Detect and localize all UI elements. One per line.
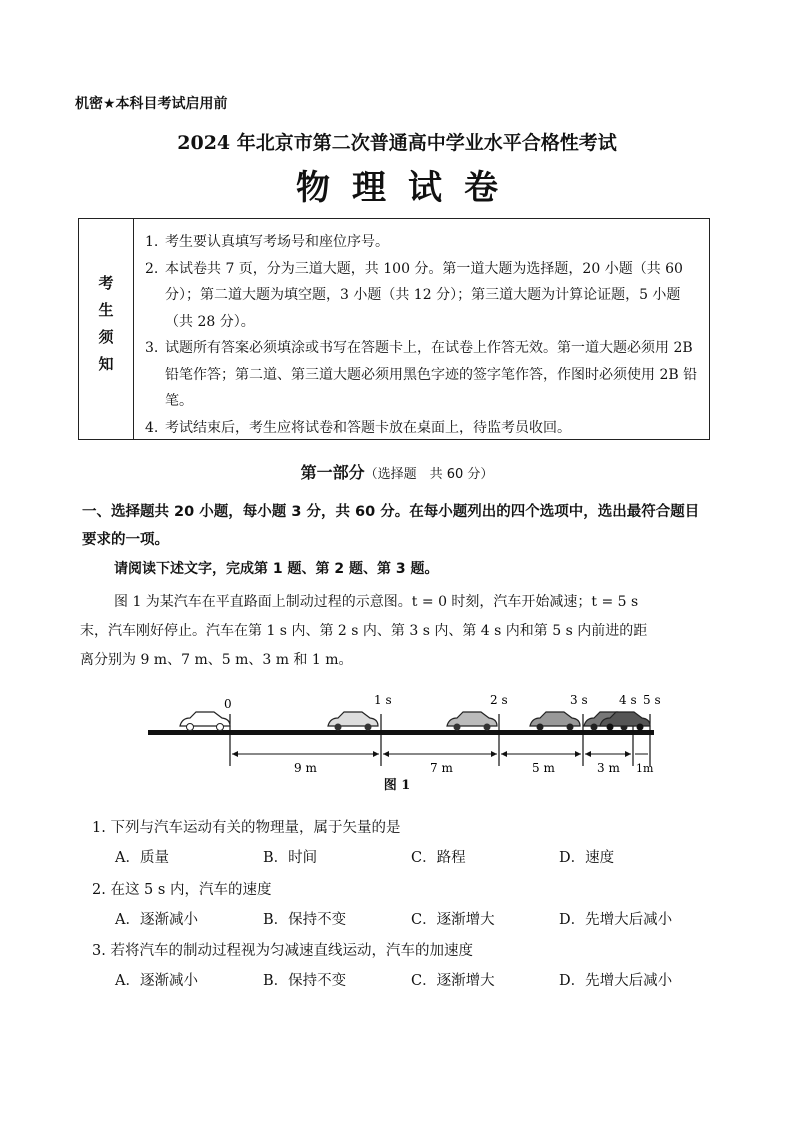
option-d[interactable]: D．先增大后减小 xyxy=(559,912,673,928)
distance-label: 7 m xyxy=(430,761,453,775)
passage-line: 末，汽车刚好停止。汽车在第 1 s 内、第 2 s 内、第 3 s 内、第 4 s 内和第 5 s 内前进的距 xyxy=(80,623,648,639)
section-number: 一、 xyxy=(82,504,111,520)
time-label: 5 s xyxy=(643,693,661,707)
distance-label: 9 m xyxy=(294,761,317,775)
notice-item: 4. 考试结束后，考生应将试卷和答题卡放在桌面上，待监考员收回。 xyxy=(145,419,571,436)
question-2-options xyxy=(115,908,715,929)
passage-line: 图 1 为某汽车在平直路面上制动过程的示意图。t = 0 时刻，汽车开始减速；t = 5 s xyxy=(114,594,639,610)
exam-title: 2024 年北京市第二次普通高中学业水平合格性考试 xyxy=(177,132,617,154)
car-icon xyxy=(328,712,378,731)
car-icon xyxy=(447,712,497,731)
time-label: 3 s xyxy=(570,693,588,707)
reading-instruction: 请阅读下述文字，完成第 1 题、第 2 题、第 3 题。 xyxy=(114,561,439,577)
time-label: 4 s xyxy=(619,693,637,707)
braking-diagram xyxy=(0,680,794,775)
road xyxy=(148,730,654,735)
time-label: 2 s xyxy=(490,693,508,707)
part-one-subtitle: （选择题 共 60 分） xyxy=(364,467,494,482)
option-d[interactable]: D．先增大后减小 xyxy=(559,973,673,989)
notice-heading-cell xyxy=(79,219,134,439)
car-icon xyxy=(180,712,230,731)
passage-line: 离分别为 9 m、7 m、5 m、3 m 和 1 m。 xyxy=(80,652,353,668)
distance-label: 3 m xyxy=(597,761,620,775)
section-instructions: 选择题共 20 小题，每小题 3 分，共 60 分。在每小题列出的四个选项中，选出最符合题目要求的一项。 xyxy=(82,504,700,548)
notice-item: 1. 考生要认真填写考场号和座位序号。 xyxy=(145,234,389,250)
question-1-stem: 1. 下列与汽车运动有关的物理量，属于矢量的是 xyxy=(92,820,401,836)
option-b[interactable]: B．时间 xyxy=(263,850,318,866)
option-d[interactable]: D．速度 xyxy=(559,850,615,866)
option-a[interactable]: A．逐渐减小 xyxy=(115,973,198,989)
section-intro xyxy=(82,498,712,554)
time-label: 0 xyxy=(224,697,232,711)
option-c[interactable]: C．逐渐增大 xyxy=(411,912,495,928)
question-3-stem: 3. 若将汽车的制动过程视为匀减速直线运动，汽车的加速度 xyxy=(92,943,473,959)
option-a[interactable]: A．质量 xyxy=(115,850,169,866)
notice-item: 2. 本试卷共 7 页，分为三道大题，共 100 分。第一道大题为选择题，20 小题（共 60 分）；第二道大题为填空题，3 小题（共 12 分）；第三道大题为计算论证题，5 小题（共 28 分）。 xyxy=(145,260,683,330)
question-3-options xyxy=(115,969,715,990)
notice-heading: 考生须知 xyxy=(96,275,115,383)
option-c[interactable]: C．路程 xyxy=(411,850,466,866)
option-b[interactable]: B．保持不变 xyxy=(263,973,347,989)
distance-label: 1m xyxy=(636,762,654,775)
car-icon xyxy=(530,712,580,731)
time-label: 1 s xyxy=(374,693,392,707)
candidate-notice-box xyxy=(78,218,710,440)
option-c[interactable]: C．逐渐增大 xyxy=(411,973,495,989)
question-1-options xyxy=(115,846,715,867)
notice-items xyxy=(145,229,701,441)
subject-title: 物理试卷 xyxy=(296,168,520,208)
reading-passage xyxy=(80,588,714,675)
figure-caption: 图 1 xyxy=(383,778,411,793)
confidential-label: 机密★本科目考试启用前 xyxy=(75,96,228,112)
part-one-title: 第一部分（选择题 共 60 分） xyxy=(300,463,494,482)
notice-item: 3. 试题所有答案必须填涂或书写在答题卡上，在试卷上作答无效。第一道大题必须用 2B 铅笔作答；第二道、第三道大题必须用黑色字迹的签字笔作答，作图时必须使用 2B 铅笔。 xyxy=(145,340,698,409)
distance-label: 5 m xyxy=(532,761,555,775)
option-a[interactable]: A．逐渐减小 xyxy=(115,912,198,928)
question-2-stem: 2. 在这 5 s 内，汽车的速度 xyxy=(92,882,272,898)
option-b[interactable]: B．保持不变 xyxy=(263,912,347,928)
